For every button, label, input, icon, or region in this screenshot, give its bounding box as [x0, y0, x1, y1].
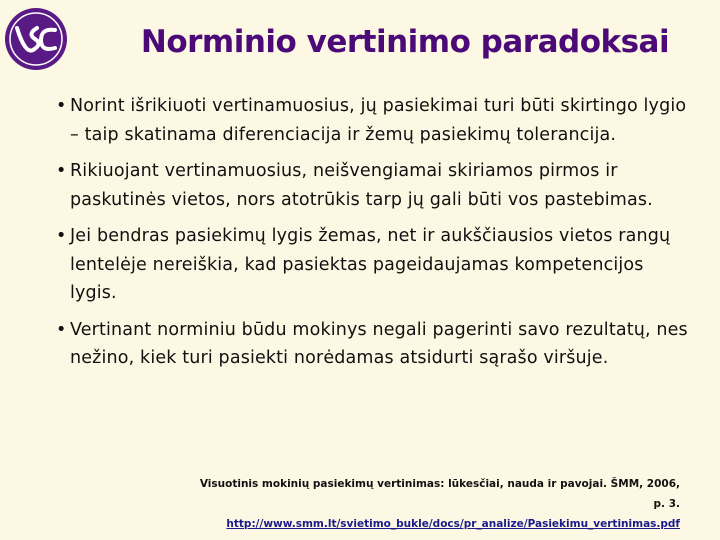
bullet-text: Vertinant norminiu būdu mokinys negali pagerinti savo rezultatų, nes nežino, kiek turi pasiekti norėdamas atsidurti sąrašo viršuje. — [70, 319, 688, 368]
page-title: Norminio vertinimo paradoksai — [140, 24, 670, 60]
bullet-text: Norint išrikiuoti vertinamuosius, jų pasiekimai turi būti skirtingo lygio – taip skatinama diferenciacija ir žemų pasiekimų tolerancija. — [70, 96, 687, 145]
bullet-dot: • — [56, 319, 67, 340]
bullet-item — [30, 157, 690, 214]
bullet-text: Rikiuojant vertinamuosius, neišvengiamai skiriamos pirmos ir paskutinės vietos, nors atotrūkis tarp jų gali būti vos pastebimas. — [70, 161, 653, 210]
bullet-dot: • — [56, 161, 67, 181]
bullet-text: Jei bendras pasiekimų lygis žemas, net ir aukščiausios vietos rangų lentelėje nereiškia, kad pasiektas pageidaujamas kompetencijos lygis. — [70, 226, 671, 303]
bullet-dot: • — [56, 226, 67, 246]
bullet-list — [30, 92, 690, 381]
bullet-item — [30, 316, 690, 373]
bullet-item — [30, 92, 690, 149]
bullet-dot: • — [56, 96, 67, 116]
source-link[interactable]: http://www.smm.lt/svietimo_bukle/docs/pr_analize/Pasiekimu_vertinimas.pdf — [226, 518, 680, 530]
source-citation: Visuotinis mokinių pasiekimų vertinimas: lūkesčiai, nauda ir pavojai. ŠMM, 2006, p. 3. — [199, 478, 680, 510]
logo-icon — [3, 6, 69, 72]
source-reference — [192, 474, 680, 534]
bullet-item — [30, 222, 690, 308]
